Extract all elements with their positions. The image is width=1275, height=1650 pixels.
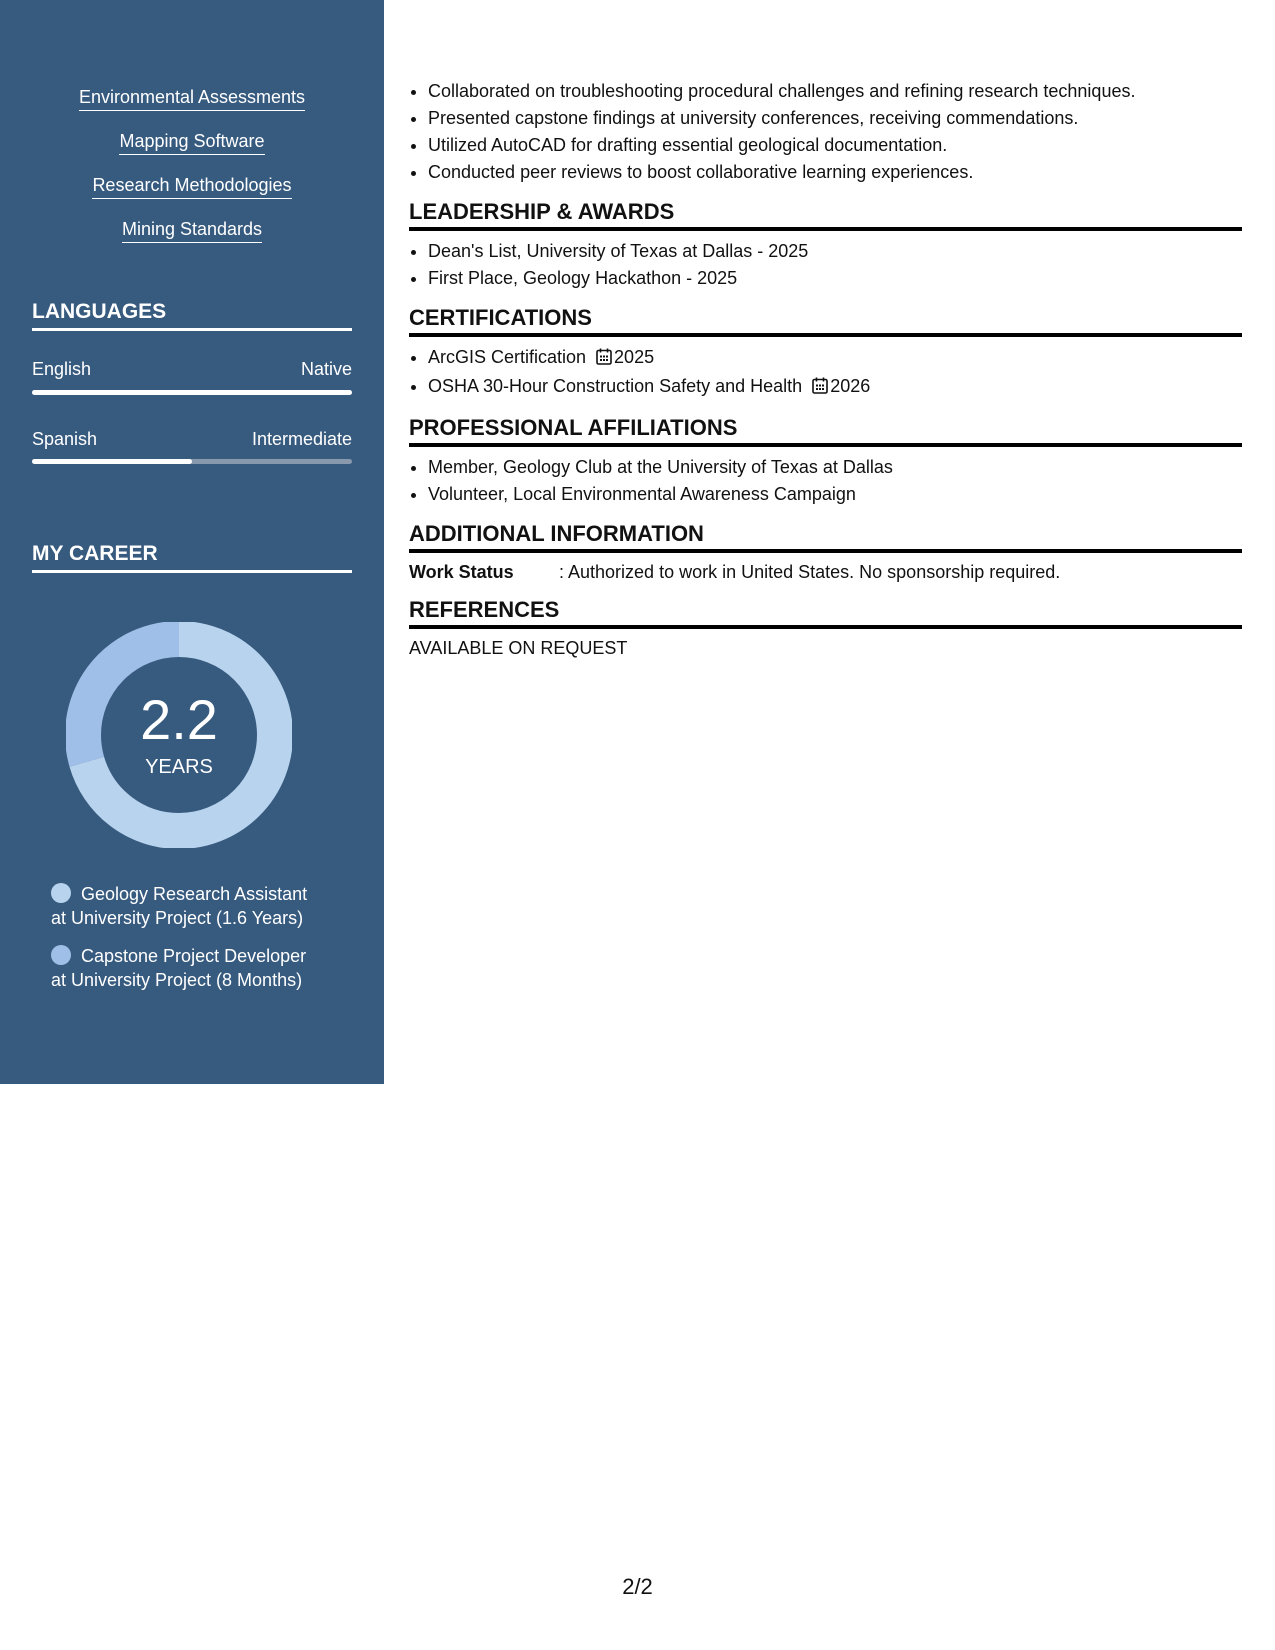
career-title: Capstone Project Developer bbox=[81, 946, 307, 966]
legend-dot bbox=[51, 945, 71, 965]
career-detail: at University Project (8 Months) bbox=[51, 970, 303, 990]
work-status-label: Work Status bbox=[409, 562, 514, 582]
list-item: • Presented capstone findings at university conferences, receiving commendations. bbox=[428, 105, 1242, 132]
work-status-value: : Authorized to work in United States. No sponsorship required. bbox=[559, 562, 1061, 582]
language-name: Spanish bbox=[32, 429, 98, 449]
language-bar bbox=[32, 390, 352, 395]
calendar-icon bbox=[812, 375, 828, 402]
language-bar bbox=[32, 459, 352, 464]
skill-item[interactable]: Mining Standards bbox=[122, 218, 262, 243]
cert-name: ArcGIS Certification bbox=[428, 347, 587, 367]
career-donut bbox=[66, 622, 292, 848]
list-item: • Conducted peer reviews to boost collaborative learning experiences. bbox=[428, 159, 1242, 186]
list-item bbox=[428, 344, 1242, 373]
skill-item[interactable]: Mapping Software bbox=[119, 130, 264, 155]
career-unit: YEARS bbox=[145, 756, 213, 778]
list-item: • Collaborated on troubleshooting procedural challenges and refining research techniques. bbox=[428, 78, 1242, 105]
language-name: English bbox=[32, 359, 92, 379]
list-item: • First Place, Geology Hackathon - 2025 bbox=[428, 265, 1242, 292]
list-item: • Volunteer, Local Environmental Awareness Campaign bbox=[428, 481, 1242, 508]
list-item: • Utilized AutoCAD for drafting essential geological documentation. bbox=[428, 132, 1242, 159]
additional-heading: ADDITIONAL INFORMATION bbox=[409, 520, 1242, 553]
references-text: AVAILABLE ON REQUEST bbox=[409, 638, 628, 658]
list-item: • Member, Geology Club at the University of Texas at Dallas bbox=[428, 454, 1242, 481]
affiliations-list bbox=[409, 454, 1242, 508]
language-level: Intermediate bbox=[251, 429, 352, 449]
cert-year: 2026 bbox=[830, 376, 871, 396]
career-heading: MY CAREER bbox=[32, 542, 352, 573]
career-legend-item bbox=[51, 882, 351, 930]
skills-list bbox=[0, 86, 384, 262]
awards-list bbox=[409, 238, 1242, 292]
certifications-list bbox=[409, 344, 1242, 402]
language-bar-fill bbox=[32, 459, 192, 464]
career-total: 2.2 bbox=[140, 688, 218, 751]
awards-heading: LEADERSHIP & AWARDS bbox=[409, 198, 1242, 231]
calendar-icon bbox=[596, 346, 612, 373]
language-row bbox=[32, 429, 352, 450]
language-bar-fill bbox=[32, 390, 352, 395]
language-level: Native bbox=[300, 359, 352, 379]
affiliations-heading: PROFESSIONAL AFFILIATIONS bbox=[409, 414, 1242, 447]
cert-year: 2025 bbox=[614, 347, 655, 367]
skill-item[interactable]: Environmental Assessments bbox=[79, 86, 305, 111]
references-heading: REFERENCES bbox=[409, 596, 1242, 629]
sidebar bbox=[0, 0, 384, 1084]
career-legend-item bbox=[51, 944, 351, 992]
languages-heading: LANGUAGES bbox=[32, 300, 352, 331]
work-status bbox=[409, 560, 1242, 584]
list-item bbox=[428, 373, 1242, 402]
career-detail: at University Project (1.6 Years) bbox=[51, 908, 304, 928]
skill-item[interactable]: Research Methodologies bbox=[92, 174, 291, 199]
experience-bullets bbox=[409, 78, 1242, 186]
list-item: • Dean's List, University of Texas at Dallas - 2025 bbox=[428, 238, 1242, 265]
cert-name: OSHA 30-Hour Construction Safety and Health bbox=[428, 376, 803, 396]
main-content bbox=[409, 78, 1242, 660]
language-row bbox=[32, 359, 352, 380]
page-number: 2/2 bbox=[622, 1574, 653, 1599]
legend-dot bbox=[51, 883, 71, 903]
career-title: Geology Research Assistant bbox=[81, 884, 308, 904]
certifications-heading: CERTIFICATIONS bbox=[409, 304, 1242, 337]
